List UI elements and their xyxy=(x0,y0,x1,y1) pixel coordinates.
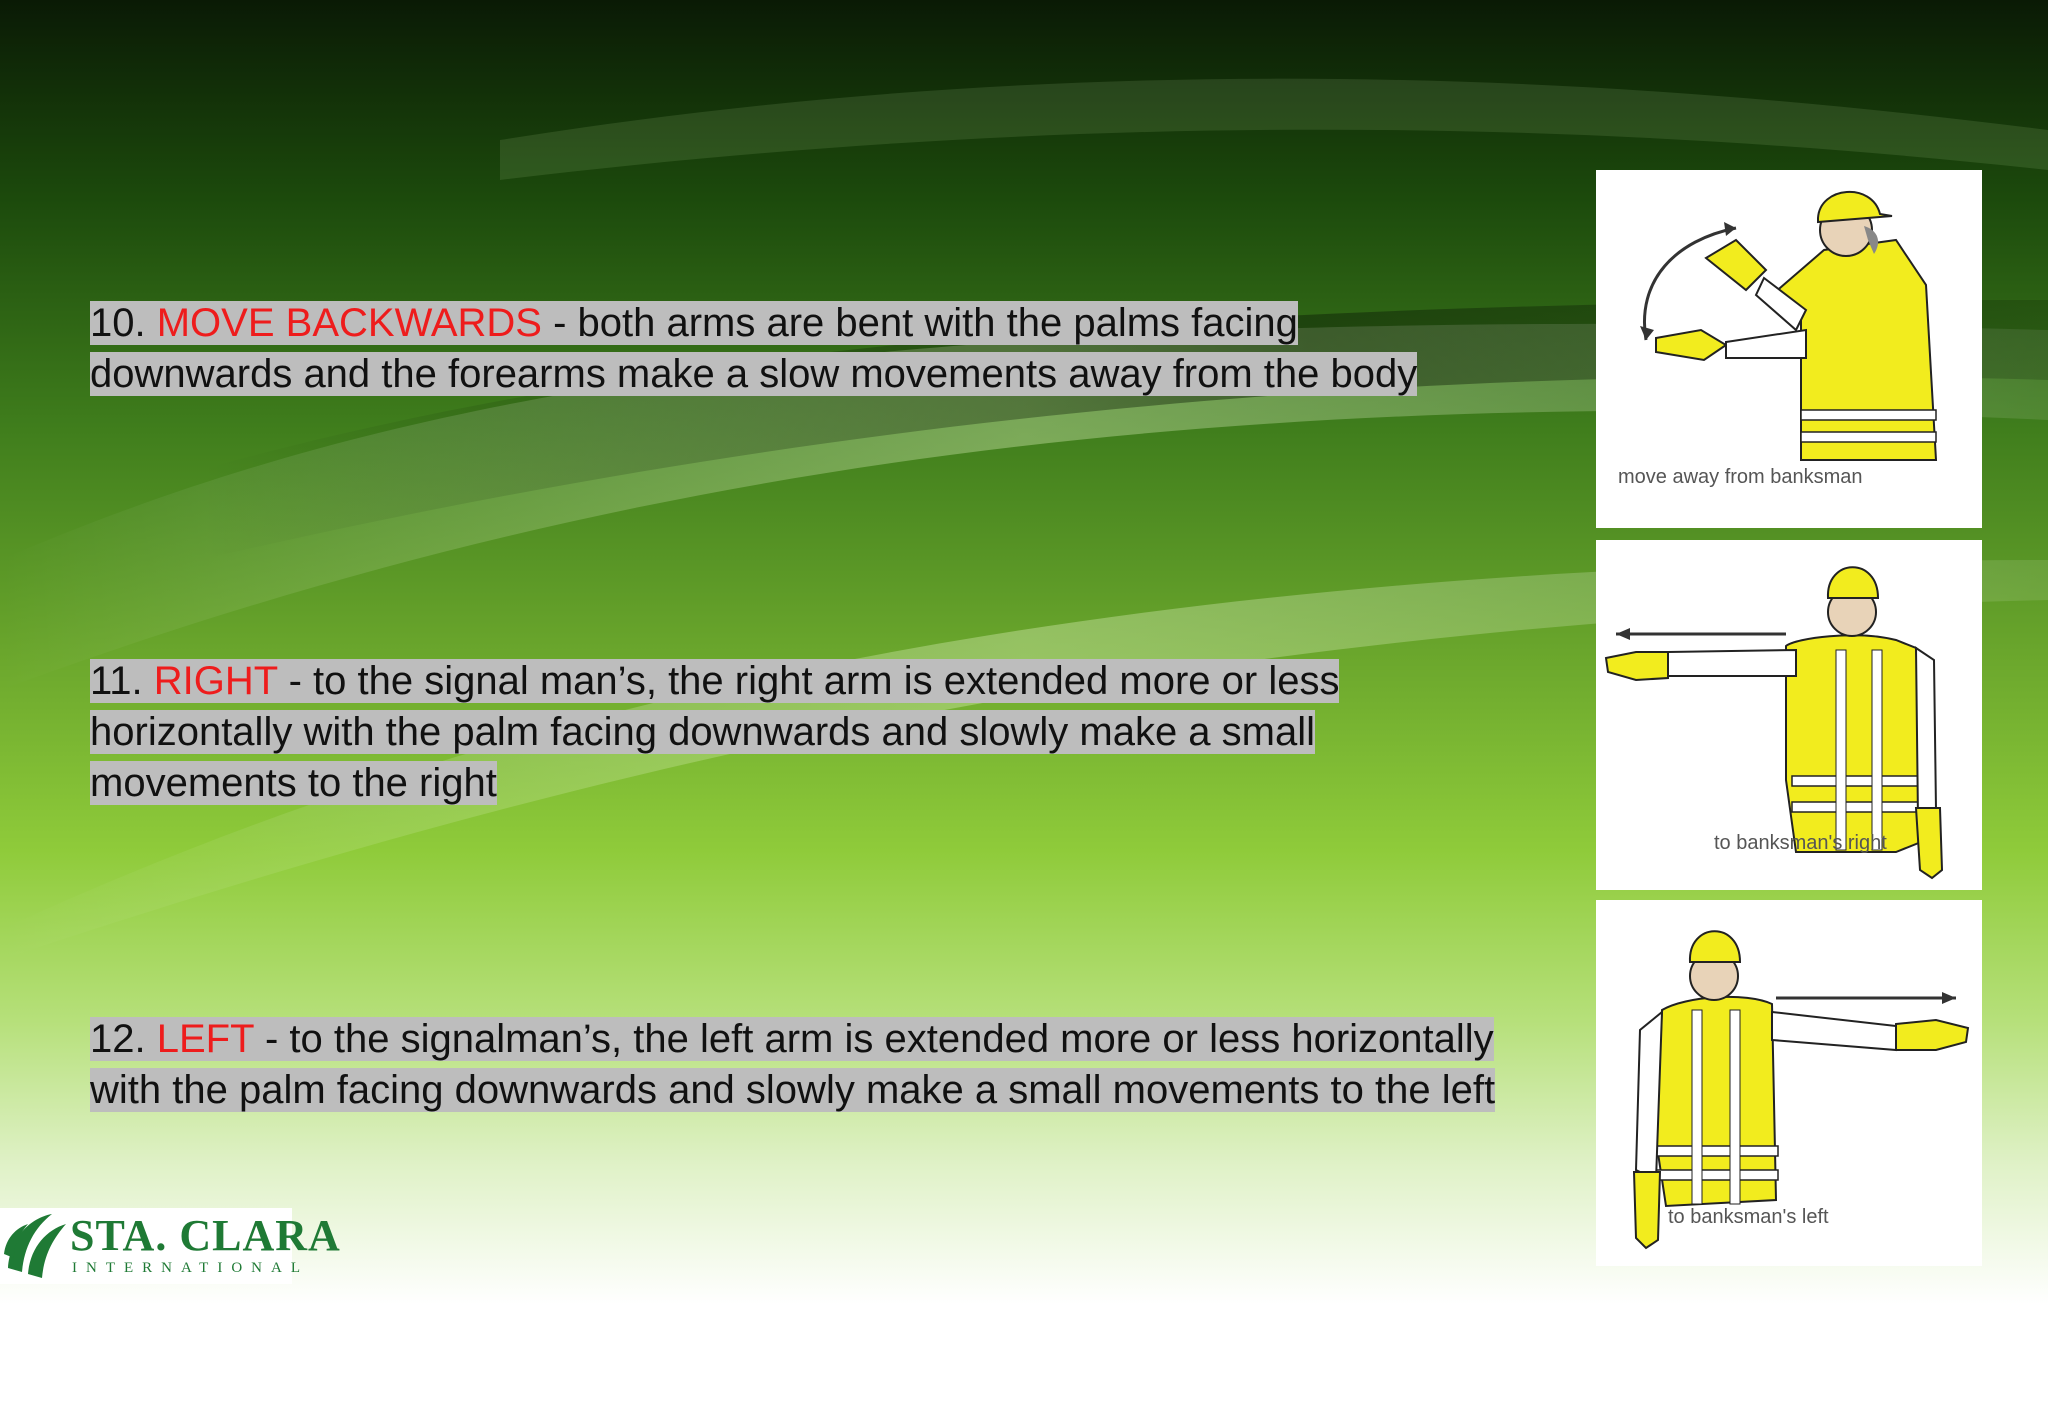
item-number: 12. xyxy=(90,1017,146,1061)
signal-panel-move-backwards xyxy=(1596,170,1982,528)
item-keyword: RIGHT xyxy=(153,659,278,703)
instruction-item-11 xyxy=(90,656,1510,809)
item-description: - both arms are bent with the palms facing downwards and the forearms make a slow movements away from the body xyxy=(90,301,1418,396)
panel-caption: move away from banksman xyxy=(1618,466,1863,488)
item-keyword: LEFT xyxy=(156,1017,254,1061)
item-description: - to the signalman’s, the left arm is extended more or less horizontally with the palm facing downwards and slowly make a small movements to the left xyxy=(90,1017,1496,1112)
company-logo xyxy=(0,1208,341,1284)
signal-panel-left xyxy=(1596,900,1982,1266)
panel-caption: to banksman's right xyxy=(1714,832,1887,854)
leaf-logo-icon xyxy=(0,1208,70,1284)
instruction-item-12 xyxy=(90,1014,1510,1116)
panel-caption: to banksman's left xyxy=(1668,1206,1829,1228)
signal-panel-right xyxy=(1596,540,1982,890)
item-description: - to the signal man’s, the right arm is extended more or less horizontally with the palm facing downwards and slowly make a small movements to the right xyxy=(90,659,1340,805)
logo-name: STA. CLARA xyxy=(70,1211,341,1260)
instruction-item-10 xyxy=(90,298,1510,400)
item-keyword: MOVE BACKWARDS xyxy=(156,301,542,345)
item-number: 10. xyxy=(90,301,146,345)
logo-subtitle: INTERNATIONAL xyxy=(72,1260,309,1276)
item-number: 11. xyxy=(90,659,143,703)
